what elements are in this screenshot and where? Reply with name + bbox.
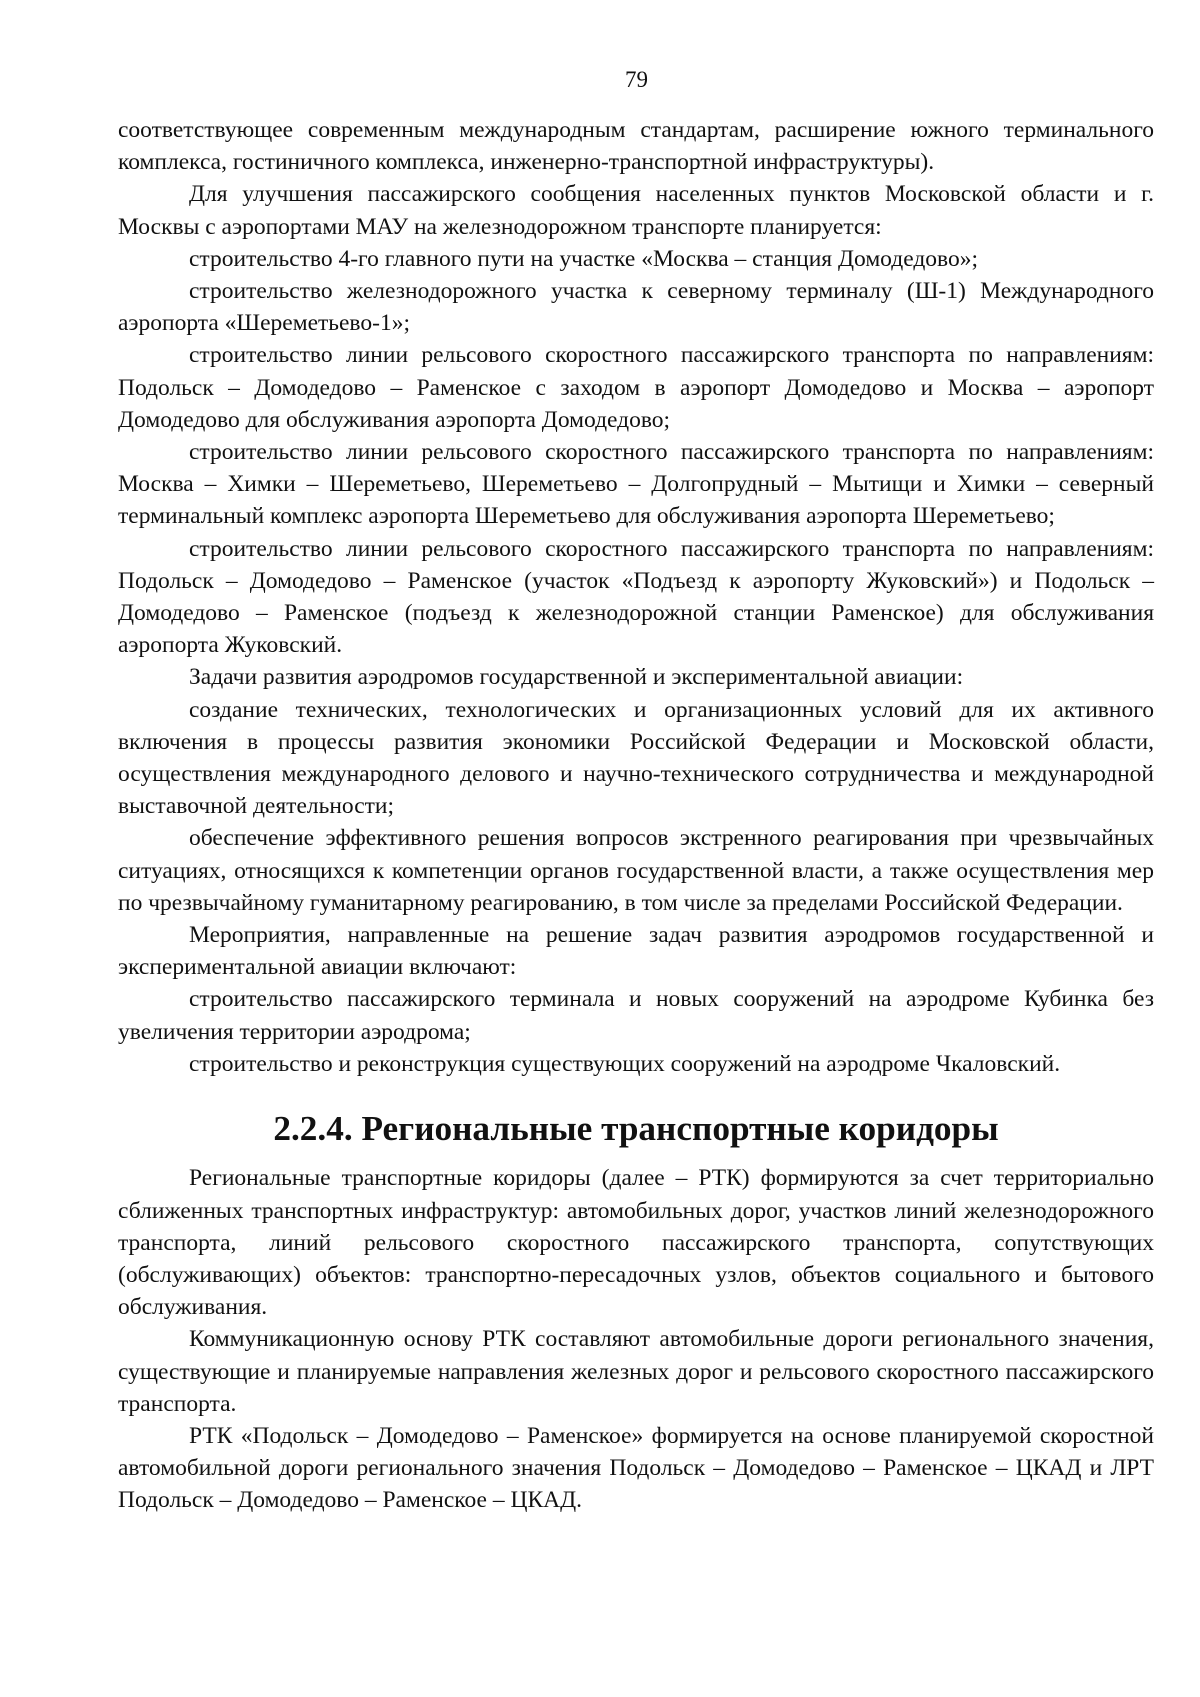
body-paragraph: Для улучшения пассажирского сообщения населенных пунктов Московской области и г. Москвы с аэропортами МАУ на железнодорожном транспорте планируется: xyxy=(118,181,1154,240)
body-paragraph: Коммуникационную основу РТК составляют автомобильные дороги регионального значения, существующие и планируемые направления железных дорог и рельсового скоростного пассажирского транспорта. xyxy=(118,1326,1154,1417)
body-paragraph: Региональные транспортные коридоры (далее – РТК) формируются за счет территориально сближенных транспортных инфраструктур: автомобильных дорог, участков линий железнодорожного транспорта, линий рельсового скоростного пассажирского транспорта, сопутствующих (обслуживающих) объектов: транспортно-пересадочных узлов, объектов социального и бытового обслуживания. xyxy=(118,1165,1154,1321)
body-paragraph: строительство линии рельсового скоростного пассажирского транспорта по направлениям: Москва – Химки – Шереметьево, Шереметьево – Долгопрудный – Мытищи и Химки – северный терминальный комплекс аэропорта Шереметьево для обслуживания аэропорта Шереметьево; xyxy=(118,439,1154,530)
body-paragraph: строительство 4-го главного пути на участке «Москва – станция Домодедово»; xyxy=(189,245,979,272)
paragraphs-after-heading xyxy=(118,1162,1154,1516)
paragraphs-before-heading xyxy=(118,114,1154,1080)
body-paragraph: строительство железнодорожного участка к северному терминалу (Ш-1) Международного аэропорта «Шереметьево-1»; xyxy=(118,278,1154,337)
page-number: 79 xyxy=(625,67,648,92)
body-paragraph: создание технических, технологических и организационных условий для их активного включения в процессы развития экономики Российской Федерации и Московской области, осуществления международного делового и научно-технического сотрудничества и международной выставочной деятельности; xyxy=(118,696,1154,820)
body-paragraph: строительство и реконструкция существующих сооружений на аэродроме Чкаловский. xyxy=(189,1050,1061,1077)
body-paragraph: строительство пассажирского терминала и новых сооружений на аэродроме Кубинка без увеличения территории аэродрома; xyxy=(118,986,1154,1045)
section-heading: 2.2.4. Региональные транспортные коридоры xyxy=(273,1109,999,1149)
body-paragraph: Задачи развития аэродромов государственной и экспериментальной авиации: xyxy=(189,664,964,691)
body-paragraph: соответствующее современным международным стандартам, расширение южного терминального комплекса, гостиничного комплекса, инженерно-транспортной инфраструктуры). xyxy=(118,117,1154,176)
page-content xyxy=(118,114,1154,1517)
body-paragraph: строительство линии рельсового скоростного пассажирского транспорта по направлениям: Подольск – Домодедово – Раменское с заходом в аэропорт Домодедово и Москва – аэропорт Домодедово для обслуживания аэропорта Домодедово; xyxy=(118,342,1154,433)
body-paragraph: РТК «Подольск – Домодедово – Раменское» формируется на основе планируемой скоростной автомобильной дороги регионального значения Подольск – Домодедово – Раменское – ЦКАД и ЛРТ Подольск – Домодедово – Раменское – ЦКАД. xyxy=(118,1422,1154,1514)
body-paragraph: Мероприятия, направленные на решение задач развития аэродромов государственной и экспериментальной авиации включают: xyxy=(118,922,1154,981)
body-paragraph: строительство линии рельсового скоростного пассажирского транспорта по направлениям: Подольск – Домодедово – Раменское (участок «Подъезд к аэропорту Жуковский») и Подольск – Домодедово – Раменское (подъезд к железнодорожной станции Раменское) для обслуживания аэропорта Жуковский. xyxy=(118,535,1154,659)
body-paragraph: обеспечение эффективного решения вопросов экстренного реагирования при чрезвычайных ситуациях, относящихся к компетенции органов государственной власти, а также осуществления мер по чрезвычайному гуманитарному реагированию, в том числе за пределами Российской Федерации. xyxy=(118,825,1154,916)
